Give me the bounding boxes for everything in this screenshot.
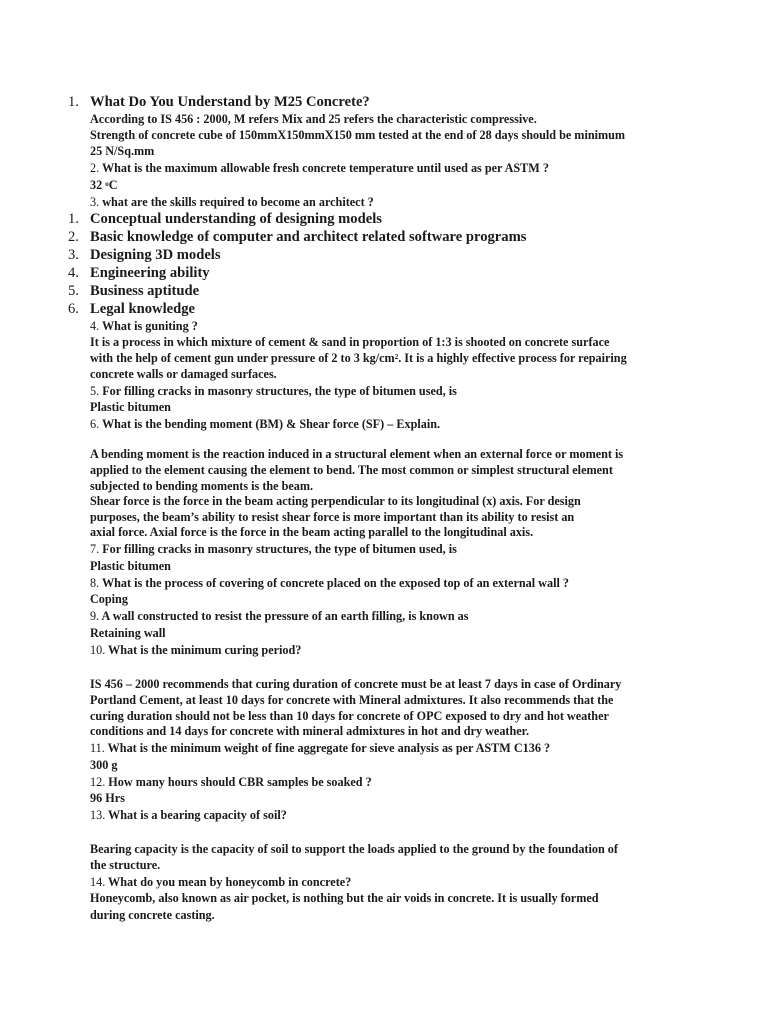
question-number: 5. — [90, 384, 100, 398]
question-text: For filling cracks in masonry structures, the type of bitumen used, is — [99, 542, 457, 556]
answer-line: Portland Cement, at least 10 days for concrete with Mineral admixtures. It also recommends that the — [90, 693, 614, 707]
answer-q8: Coping — [90, 592, 128, 606]
answer-q5: Plastic bitumen — [90, 400, 171, 414]
list-marker: 2. — [68, 229, 79, 245]
question-8 — [90, 575, 569, 591]
question-4 — [90, 318, 198, 334]
answer-text: with the help of cement gun under pressure of 2 to 3 kg/cm — [90, 351, 395, 365]
answer-q11: 300 g — [90, 758, 118, 772]
answer-line — [90, 350, 627, 366]
list-marker: 1. — [68, 211, 79, 227]
answer-line: A bending moment is the reaction induced in a structural element when an external force or moment is — [90, 447, 624, 461]
answer-unit: C — [108, 178, 118, 192]
answer-line: Bearing capacity is the capacity of soil to support the loads applied to the ground by the foundation of — [90, 842, 618, 856]
question-text: What do you mean by honeycomb in concrete? — [105, 875, 352, 889]
skill-item: Basic knowledge of computer and architect related software programs — [90, 229, 527, 245]
list-marker: 3. — [68, 247, 79, 263]
answer-q2 — [90, 177, 118, 193]
question-7 — [90, 541, 457, 557]
degree-superscript: o — [105, 180, 109, 188]
question-text: A wall constructed to resist the pressure of an earth filling, is known as — [99, 609, 469, 623]
question-3 — [90, 194, 374, 210]
question-2 — [90, 160, 549, 176]
question-11 — [90, 740, 550, 756]
answer-line: Shear force is the force in the beam acting perpendicular to its longitudinal (x) axis. For design — [90, 494, 581, 508]
question-number: 8. — [90, 576, 100, 590]
answer-line: Honeycomb, also known as air pocket, is nothing but the air voids in concrete. It is usually formed — [90, 891, 599, 905]
question-text: What is a bearing capacity of soil? — [105, 808, 287, 822]
question-12 — [90, 774, 372, 790]
skill-item: Legal knowledge — [90, 301, 195, 317]
list-marker: 1. — [68, 94, 79, 110]
question-text: What is the process of covering of concrete placed on the exposed top of an external wall ? — [99, 576, 569, 590]
answer-line: axial force. Axial force is the force in the beam acting parallel to the longitudinal axis. — [90, 525, 534, 539]
question-text: How many hours should CBR samples be soaked ? — [105, 775, 372, 789]
answer-line: According to IS 456 : 2000, M refers Mix and 25 refers the characteristic compressive. — [90, 112, 537, 126]
question-text: What is the minimum curing period? — [105, 643, 302, 657]
question-9 — [90, 608, 469, 624]
question-text: What is guniting ? — [99, 319, 198, 333]
answer-line: curing duration should not be less than 10 days for concrete of OPC exposed to dry and hot weather — [90, 709, 609, 723]
answer-q12: 96 Hrs — [90, 791, 125, 805]
question-text: What is the maximum allowable fresh concrete temperature until used as per ASTM ? — [99, 161, 549, 175]
question-number: 10. — [90, 643, 106, 657]
question-10 — [90, 642, 301, 658]
answer-line: It is a process in which mixture of cement & sand in proportion of 1:3 is shooted on concrete surface — [90, 335, 610, 349]
question-number: 4. — [90, 319, 100, 333]
answer-line: applied to the element causing the element to bend. The most common or simplest structural element — [90, 463, 613, 477]
question-number: 12. — [90, 775, 106, 789]
list-marker: 5. — [68, 283, 79, 299]
answer-line: conditions and 14 days for concrete with mineral admixtures in hot and dry weather. — [90, 724, 529, 738]
answer-line: Strength of concrete cube of 150mmX150mmX150 mm tested at the end of 28 days should be minimum — [90, 128, 626, 142]
skill-item: Designing 3D models — [90, 247, 221, 263]
heading-m25: What Do You Understand by M25 Concrete? — [90, 94, 370, 110]
squared-superscript: 2 — [394, 353, 399, 361]
question-6 — [90, 416, 440, 432]
question-text: What is the bending moment (BM) & Shear force (SF) – Explain. — [99, 417, 441, 431]
answer-q7: Plastic bitumen — [90, 559, 171, 573]
skill-item: Business aptitude — [90, 283, 200, 299]
answer-value: 32 — [90, 178, 106, 192]
question-text: What is the minimum weight of fine aggregate for sieve analysis as per ASTM C136 ? — [104, 741, 551, 755]
question-number: 2. — [90, 161, 100, 175]
question-number: 11. — [90, 741, 105, 755]
answer-line: concrete walls or damaged surfaces. — [90, 367, 277, 381]
question-number: 6. — [90, 417, 100, 431]
question-number: 14. — [90, 875, 106, 889]
answer-line: during concrete casting. — [90, 908, 215, 922]
answer-line: the structure. — [90, 858, 161, 872]
list-marker: 4. — [68, 265, 79, 281]
list-marker: 6. — [68, 301, 79, 317]
question-number: 13. — [90, 808, 106, 822]
answer-line: purposes, the beam’s ability to resist shear force is more important than its ability to resist an — [90, 510, 575, 524]
answer-line: IS 456 – 2000 recommends that curing duration of concrete must be at least 7 days in case of Ordinary — [90, 677, 622, 691]
question-text: what are the skills required to become an architect ? — [99, 195, 374, 209]
question-14 — [90, 874, 351, 890]
question-number: 3. — [90, 195, 100, 209]
skill-item: Engineering ability — [90, 265, 210, 281]
question-number: 9. — [90, 609, 100, 623]
question-text: For filling cracks in masonry structures, the type of bitumen used, is — [99, 384, 457, 398]
answer-text: . It is a highly effective process for repairing — [398, 351, 627, 365]
answer-line: 25 N/Sq.mm — [90, 144, 155, 158]
question-number: 7. — [90, 542, 100, 556]
answer-line: subjected to bending moments is the beam. — [90, 479, 314, 493]
question-13 — [90, 807, 287, 823]
skill-item: Conceptual understanding of designing models — [90, 211, 382, 227]
answer-q9: Retaining wall — [90, 626, 166, 640]
question-5 — [90, 383, 457, 399]
